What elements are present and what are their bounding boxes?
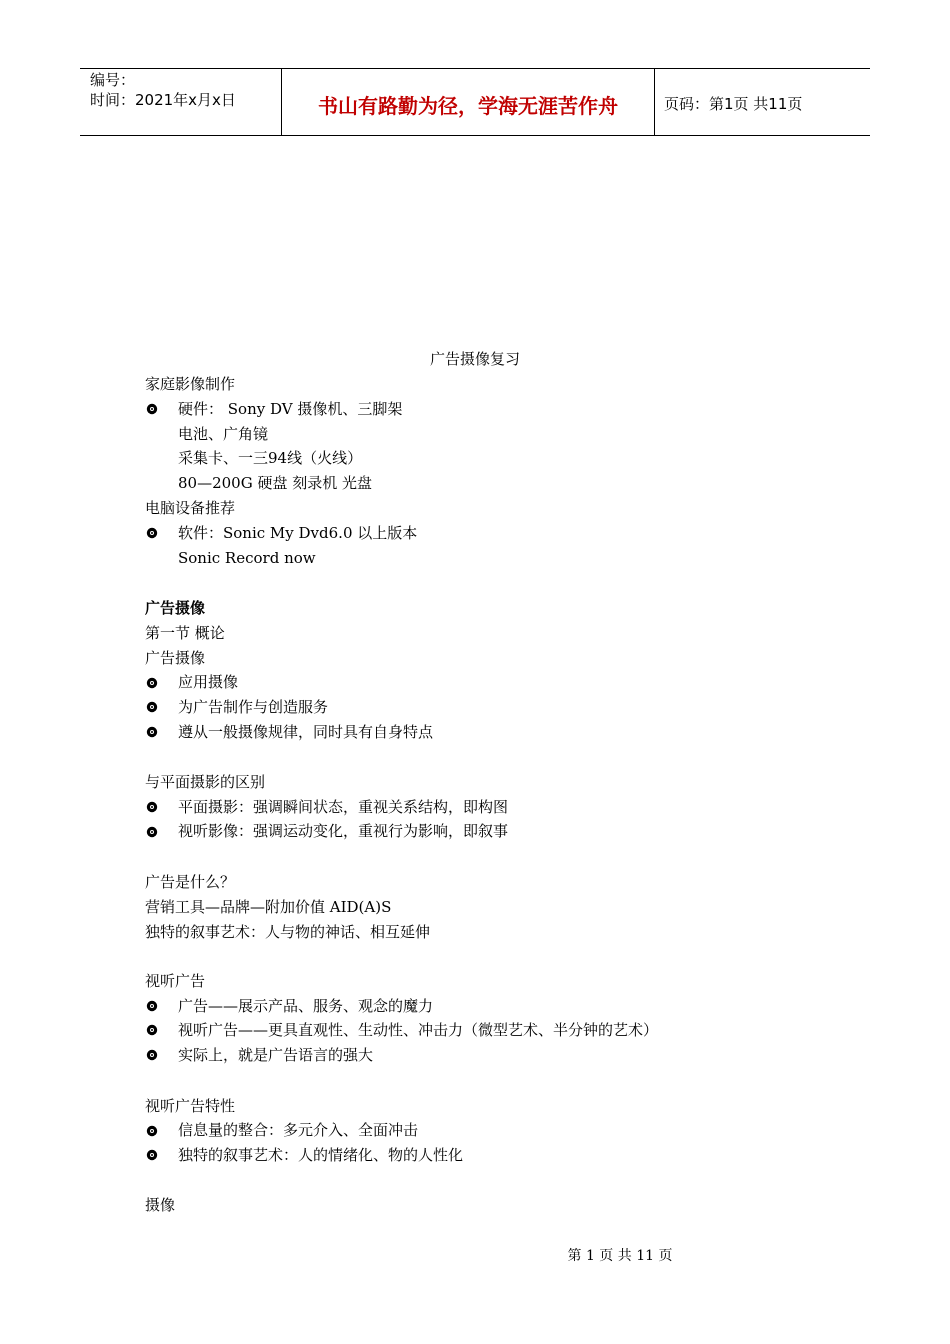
section-heading: 广告摄像 — [145, 649, 206, 667]
section-heading: 家庭影像制作 — [145, 375, 236, 393]
flower-bullet-icon — [145, 1048, 159, 1062]
list-item: 实际上，就是广告语言的强大 — [178, 1046, 374, 1064]
flower-bullet-icon — [145, 999, 159, 1013]
section-heading: 与平面摄影的区别 — [145, 773, 266, 791]
list-item: 视听广告——更具直观性、生动性、冲击力（微型艺术、半分钟的艺术） — [178, 1021, 659, 1039]
list-continuation: 采集卡、一三94线（火线） — [178, 449, 363, 467]
list-item: 遵从一般摄像规律，同时具有自身特点 — [178, 723, 434, 741]
list-item: 广告——展示产品、服务、观念的魔力 — [178, 997, 434, 1015]
flower-bullet-icon — [145, 725, 159, 739]
flower-bullet-icon — [145, 402, 159, 416]
paragraph: 独特的叙事艺术：人与物的神话、相互延伸 — [145, 923, 431, 941]
flower-bullet-icon — [145, 825, 159, 839]
list-item: 应用摄像 — [178, 673, 239, 691]
list-item: 硬件： Sony DV 摄像机、三脚架 — [178, 400, 403, 418]
flower-bullet-icon — [145, 1148, 159, 1162]
list-item: 信息量的整合：多元介入、全面冲击 — [178, 1121, 419, 1139]
header-top-rule — [80, 68, 870, 69]
flower-bullet-icon — [145, 1124, 159, 1138]
list-item: 独特的叙事艺术：人的情绪化、物的人性化 — [178, 1146, 464, 1164]
list-continuation: Sonic Record now — [178, 549, 316, 567]
section-heading: 摄像 — [145, 1196, 176, 1214]
flower-bullet-icon — [145, 1023, 159, 1037]
header-divider-2 — [654, 68, 655, 136]
chapter-heading: 广告摄像 — [145, 599, 206, 617]
header-page-info: 页码：第1页 共11页 — [664, 95, 803, 113]
section-heading: 电脑设备推荐 — [145, 499, 236, 517]
section-heading: 视听广告 — [145, 972, 206, 990]
paragraph: 营销工具—品牌—附加价值 AID(A)S — [145, 898, 392, 916]
section-heading: 第一节 概论 — [145, 624, 225, 642]
flower-bullet-icon — [145, 676, 159, 690]
flower-bullet-icon — [145, 800, 159, 814]
section-heading: 广告是什么？ — [145, 873, 236, 891]
list-item: 平面摄影：强调瞬间状态，重视关系结构，即构图 — [178, 798, 509, 816]
header-number-label: 编号： — [90, 71, 136, 89]
list-continuation: 80—200G 硬盘 刻录机 光盘 — [178, 474, 373, 492]
flower-bullet-icon — [145, 700, 159, 714]
flower-bullet-icon — [145, 526, 159, 540]
header-time-label: 时间：2021年x月x日 — [90, 91, 236, 109]
list-continuation: 电池、广角镜 — [178, 425, 269, 443]
list-item: 软件：Sonic My Dvd6.0 以上版本 — [178, 524, 418, 542]
page-footer: 第 1 页 共 11 页 — [567, 1248, 673, 1264]
list-item: 视听影像：强调运动变化，重视行为影响，即叙事 — [178, 822, 509, 840]
header-bottom-rule — [80, 135, 870, 136]
header-motto: 书山有路勤为径，学海无涯苦作舟 — [318, 94, 618, 118]
document-title: 广告摄像复习 — [429, 350, 520, 368]
list-item: 为广告制作与创造服务 — [178, 698, 329, 716]
section-heading: 视听广告特性 — [145, 1097, 236, 1115]
